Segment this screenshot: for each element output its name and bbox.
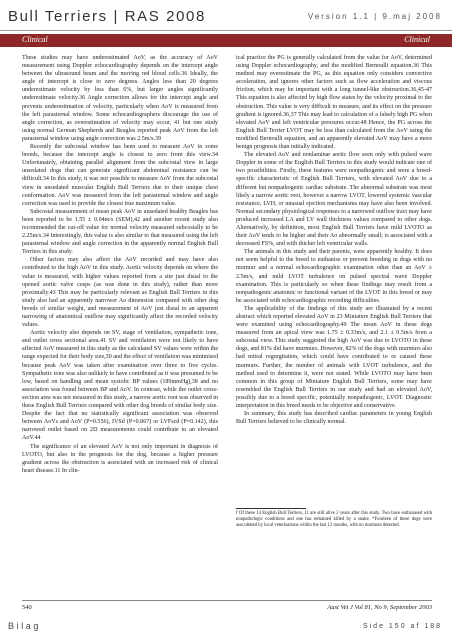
paragraph: These studies may have underestimated AoV, as the accuracy of AoV measurement using Doppler echocardiography depends on the intercept angle between the ultrasound beam and the moving red blood cells.36 Ideally, the angle of intercept is close to zero degrees. Angles less than 20 degrees underestimate velocity by less than 6%, but larger angles significantly underestimate velocity.36 Angle correction allows for the intercept angle and prevents underestimation of velocity, particularly when AoV is measured from the left parasternal window. Some echocardiographers discourage the use of angle correction, as overestimation of velocity may occur, 41 but one study using normal German Shepherds and Beagles reported peak AoV from the left parasternal window using angle correction was 2.5m/s.39 xyxy=(22,55,218,142)
paragraph: Other factors may also affect the AoV recorded and may have also contributed to the high AoV in this study. Aortic velocity depends on where the value is measured, with higher values reported from a site just distal to the opened aortic valve cusps (as was done in this study), rather than more proximally.43 This may be particularly relevant as English Bull Terriers in this study also had an apparently narrower Ao dimension compared with other dog breeds of similar weight, and measurement of AoV just distal to an apparent narrowing of anatomical outflow may significantly affect the recorded velocity values. xyxy=(22,257,218,329)
section-band xyxy=(0,34,452,47)
left-text-column xyxy=(22,54,218,475)
paragraph: In summary, this study has described cardiac parameters in young English Bull Terriers believed to be clinically normal. xyxy=(236,411,432,426)
document-version: Version 1.1 | 9.maj 2008 xyxy=(307,12,442,21)
paragraph: ical practice the PG is generally calculated from the value for AoV, determined using Doppler echocardiography, and the modified Bernoulli equation.36 This method may overestimate the PG, as this equation only considers convective acceleration, and ignores other factors such as flow acceleration and viscous friction, which may be important with a long tunnel-like obstruction.36,45-47 This equation is also affected by high flow states by the velocity proximal to the obstruction. This value is very difficult to measure, and its effect on the pressure gradient is ignored.36,37 This may lead to calculation of a falsely high PG when elevated AoV and left ventricular pressures occur.48 Hence, the PG across the English Bull Terrier LVOT may be less than calculated from the AoV using the modified Bernoulli equation, and an apparently elevated AoV may have a more benign prognosis than initially indicated. xyxy=(236,55,432,151)
paragraph: The animals in this study and their parents, were apparently healthy. It does not seem helpful to the breed to euthanise or prevent breeding in dogs with no murmur and a normal echocardiographic examination other than an AoV ≥ 2.5m/s, and mild LVOT turbulence on pulsed spectral wave Doppler examination. This is particularly so when these findings may result from a nonpathogenic anatomic or functional variant of the LVOT in this breed or may be associated with echocardiographic recording difficulties. xyxy=(236,249,432,304)
document-header xyxy=(0,0,452,30)
header-divider xyxy=(0,30,452,31)
page-number: 540 xyxy=(22,604,32,611)
paragraph: Subcostal measurement of mean peak AoV in unsedated healthy Beagles has been reported to be 1.55 ± 0.04m/s (SEM),42 and another recent study also recommended the cut-off value for normal velocity measured subcostally to be 2.25m/s.34 Interestingly, this value is also similar to that measured using the left parasternal window and angle correction in the apparently normal English Bull Terriers in this study. xyxy=(22,208,218,256)
document-title: Bull Terriers | RAS 2008 xyxy=(8,8,206,25)
section-label-right: Clinical xyxy=(404,35,430,44)
paragraph: The elevated AoV and nonlaminar aortic flow seen only with pulsed wave Doppler in some of the English Bull Terriers in this study would indicate one of two possibilities. Firstly, these features were nonpathogenic and were a breed-specific characteristic of English Bull Terriers, with elevated AoV due to a different but nonpathogenic cardiac substrate. The abnormal substrate was most likely a narrow aortic root, however a narrow LVOT, lowered systemic vascular resistance, LVH, or unusual ejection mechanisms may have also been involved. Normal secondary physiological responses to a narrowed outflow tract may have produced increased LA and LV wall thickness values compared to other dogs. Alternatively, by definition, most English Bull Terriers have mild LVOTO as their AoV tends to be higher and their Ao abnormally small; is associated with a decreased FS%, and with thicker left ventricular walls. xyxy=(236,152,432,248)
footnote: f Of these 14 English Bull Terriers, 11 are still alive 2 years after this study. Two have euthanased with nonpathologic conditions and one has remained killed by a snake. *Fourteen of these dogs were auscultated by local veterinarians within the last 12 months, with no murmurs detected. xyxy=(236,511,432,528)
page-footer-divider xyxy=(22,600,432,601)
paragraph: The applicability of the findings of this study are illustrated by a recent abstract which reported elevated AoV in 23 Miniature English Bull Terriers that were examined using echocardiography.49 The mean AoV in these dogs measured from an apical view was 1.75 ± 0.33m/s, and 2.1 ± 0.5m/s from a subcostal view. This study suggested the high AoV was due to LVOTO in these dogs, and 81% did have murmurs. However, 82% of the dogs with murmurs also had mitral regurgitation, which could have contributed to or caused these murmurs. Further, the number of animals with LVOT turbulence, and the method used to determine it, were not stated. While LVOTO may have been common in this group of Miniature English Bull Terriers, some may have resembled the English Bull Terriers in our study and had an elevated AoV, possibly due to a breed specific, potentially nonpathogenic, LVOT. Diagnostic interpretation in this breed needs to be objective and conservative. xyxy=(236,305,432,410)
appendix-label: Bilag xyxy=(8,621,42,631)
paragraph: Recently the subcostal window has been used to measure AoV in some breeds, because the intercept angle is closest to zero from this view.34 Unfortunately, obtaining parallel alignment from the subcostal view in large unsedated dogs that can generate significant abdominal resistance can be difficult.34 In this study, it was not possible to measure AoV from the subcostal view in unsedated muscular English Bull Terriers due to their unique chest conformation. AoV was measured from the left parasternal window and angle correction was used to provide the closest true maximum value. xyxy=(22,144,218,207)
right-text-column xyxy=(236,54,432,426)
footnote-divider xyxy=(236,508,306,509)
page-counter: Side 150 af 188 xyxy=(362,623,442,630)
paragraph: Aortic velocity also depends on SV, stage of ventilation, sympathetic tone, and outlet cross sectional area.41 SV and ventilation were not likely to have affected AoV measured in this study as the calculated SV values were within the range expected for their body size,30 and the effect of ventilation was minimised because peak AoV was taken after examination over three to five cycles. Sympathetic tone was also unlikely to have contributed as it was presumed to be low, based on handling and mean systolic BP values (189mmHg),38 and no association was found between BP and AoV. In contrast, while the outlet cross-section area was not measured in this study, a narrow aortic root was observed in these English Bull Terriers compared with other dog breeds of similar body size. Despite the fact that no statistically significant association was observed between AoVs and AoV (P=0.556), IVSd (P=0.867) or LVFscd (P=0.142), this narrowed outlet based on 2D measurements could contribute to an elevated AoV.44 xyxy=(22,330,218,442)
paragraph: The significance of an elevated AoV is not only important in diagnosis of LVOTO, but also in the prognosis for the dog, because a higher pressure gradient across the obstruction is associated with an increased risk of clinical heart disease.11 In clin- xyxy=(22,443,218,474)
section-label-left: Clinical xyxy=(22,35,48,44)
journal-citation: Aust Vet J Vol 81, No 9, September 2003 xyxy=(327,604,432,611)
